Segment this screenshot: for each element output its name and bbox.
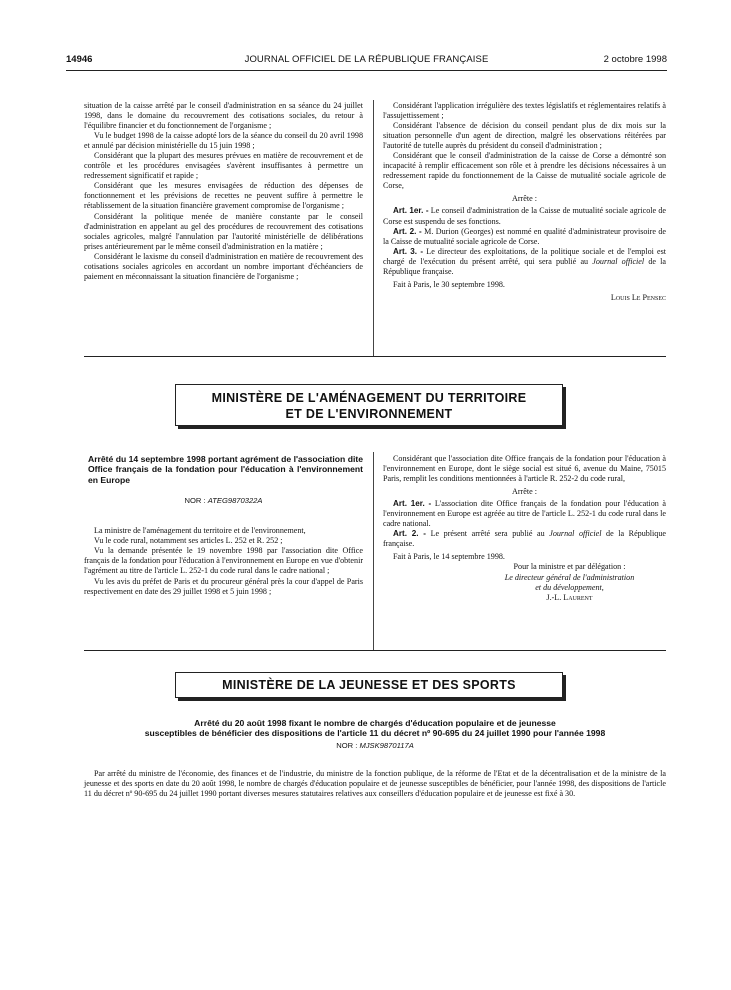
paragraph: Considérant l'application irrégulière des textes législatifs et réglementaires relatifs à l'assujettissement ;: [383, 101, 666, 121]
paragraph: Vu les avis du préfet de Paris et du procureur général près la cour d'appel de Paris respectivement en date des 29 juillet 1998 et 5 juin 1998 ;: [84, 576, 363, 596]
article-2: [383, 227, 666, 247]
section2-left-column: [84, 454, 363, 597]
paragraph: Considérant que l'association dite Office français de la fondation pour l'éducation à l'environnement en Europe, dont le siège social est situé 6, avenue du Maine, 75015 Paris, remplit les conditions mentionnées à l'article R. 252-2 du code rural,: [383, 454, 666, 484]
paragraph: Considérant l'absence de décision du conseil pendant plus de dix mois sur la situation personnelle d'un agent de direction, malgré les observations réitérées par l'autorité de tutelle auprès du président du conseil d'administration ;: [383, 121, 666, 151]
ministry-title-line1: MINISTÈRE DE LA JEUNESSE ET DES SPORTS: [222, 678, 516, 692]
signatory: J.-L. Laurent: [546, 592, 593, 602]
journal-reference: Journal officiel: [549, 529, 602, 539]
article-text: Le conseil d'administration de la Caisse de mutualité sociale agricole de Corse est suspendu de ses fonctions.: [383, 206, 666, 226]
paragraph: Vu la demande présentée le 19 novembre 1998 par l'association dite Office français de la fondation pour l'éducation à l'environnement en Europe en vue d'obtenir l'agrément au titre de l'article L. 252-1 du code rural dans le cadre national ;: [84, 546, 364, 576]
paragraph: Considérant la politique menée de manière constante par le conseil d'administration en appelant au gel des procédures de recouvrement des cotisations sociales agricoles, malgré l'annulation par l'autorité ministérielle de délibérations prises antérieurement par le même conseil d'administration en la matière ;: [84, 211, 363, 251]
delegation-line: Pour la ministre et par délégation :: [513, 562, 626, 572]
section-separator: [84, 650, 666, 651]
section-separator: [84, 356, 666, 357]
signed-at: Fait à Paris, le 14 septembre 1998.: [393, 552, 505, 562]
nor-reference: [84, 741, 666, 751]
signatory-title: et du développement,: [535, 582, 604, 592]
article-label: Art. 1er. -: [393, 499, 432, 509]
paragraph: Considérant que le conseil d'administration de la caisse de Corse a démontré son incapacité à remplir efficacement son rôle et à prendre les décisions nécessaires à un redressement rapide du fonctionnement de la Caisse de mutualité sociale agricole de Corse,: [383, 151, 666, 191]
page-header: [66, 54, 667, 68]
paragraph: situation de la caisse arrêté par le conseil d'administration en sa séance du 24 juillet 1998, dans le domaine du recouvrement des cotisations sociales, du retour à l'équilibre financier et du fonctionnement de l'organisme ;: [84, 101, 363, 131]
paragraph: Considérant le laxisme du conseil d'administration en matière de recouvrement des cotisations sociales agricoles en accordant un nombre important d'échéanciers de paiement en méconnaissant la situation financière de l'organisme ;: [84, 251, 363, 281]
column-divider: [373, 100, 374, 356]
paragraph: Considérant que la plupart des mesures prévues en matière de recouvrement et de contrôle et les procédures envisagées s'avèrent insuffisantes à permettre un redressement significatif et rapide ;: [84, 151, 363, 181]
page-number: 14946: [66, 54, 93, 65]
article-3: [383, 247, 666, 277]
decree-title-line2: susceptibles de bénéficier des dispositions de l'article 11 du décret nº 90-695 du 24 juillet 1990 pour l'année 1998: [144, 728, 606, 739]
nor-reference: [84, 496, 363, 506]
article-label: Art. 3. -: [393, 246, 424, 256]
signed-at: Fait à Paris, le 30 septembre 1998.: [393, 279, 505, 289]
article-2: [383, 529, 666, 549]
section3-content: [84, 718, 666, 799]
arrete-heading: Arrête :: [512, 194, 537, 204]
section1-left-column: [84, 101, 363, 282]
nor-label: NOR :: [184, 496, 208, 506]
section2-right-column: [383, 454, 666, 603]
signatory-title: Le directeur général de l'administration: [504, 572, 635, 582]
decree-title-line1: Arrêté du 20 août 1998 fixant le nombre de chargés d'éducation populaire et de jeunesse: [194, 718, 556, 728]
ministry-heading-box: [175, 672, 563, 698]
journal-reference: Journal officiel: [592, 256, 645, 266]
article-text: L'association dite Office français de la fondation pour l'éducation à l'environnement en Europe est agréée au titre de l'article L. 252-1 du code rural dans le cadre national.: [383, 499, 666, 529]
article-1: [383, 206, 666, 226]
ministry-title-line2: ET DE L'ENVIRONNEMENT: [285, 407, 453, 421]
arrete-heading: Arrête :: [512, 487, 537, 497]
journal-title: JOURNAL OFFICIEL DE LA RÉPUBLIQUE FRANÇAISE: [244, 54, 489, 65]
nor-code: MJSK9870117A: [359, 740, 414, 750]
article-text: M. Durion (Georges) est nommé en qualité d'administrateur provisoire de la Caisse de mutualité sociale agricole de Corse.: [383, 226, 667, 246]
paragraph: Vu le code rural, notamment ses articles L. 252 et R. 252 ;: [94, 536, 283, 546]
article-label: Art. 1er. -: [393, 206, 429, 216]
paragraph: Vu le budget 1998 de la caisse adopté lors de la séance du conseil du 20 avril 1998 et annulé par décision ministérielle du 15 juin 1998 ;: [84, 131, 363, 151]
nor-label: NOR :: [336, 740, 360, 750]
ministry-title-line1: MINISTÈRE DE L'AMÉNAGEMENT DU TERRITOIRE: [211, 391, 527, 405]
issue-date: 2 octobre 1998: [603, 54, 667, 65]
article-text: de la République française.: [383, 256, 666, 276]
paragraph: Considérant que les mesures envisagées de réduction des dépenses de fonctionnement et les prévisions de recettes ne peuvent suffire à permettre le rétablissement de la situation financière gravement compromise de l'organisme ;: [84, 181, 363, 211]
nor-code: ATEG9870322A: [207, 496, 263, 506]
paragraph: Par arrêté du ministre de l'économie, des finances et de l'industrie, du ministre de la fonction publique, de la réforme de l'Etat et de la décentralisation et de la ministre de la jeunesse et des sports en date du 20 août 1998, le nombre de chargés d'éducation populaire et de jeunesse susceptibles de bénéficier, pour l'année 1998, des dispositions de l'article 11 du décret nº 90-695 du 24 juillet 1990 portant diverses mesures statutaires relatives aux conseillers d'éducation populaire et de jeunesse est fixé à 30.: [84, 768, 666, 798]
column-divider: [373, 452, 374, 650]
article-text: de la République française.: [383, 529, 666, 549]
article-text: Le directeur des exploitations, de la politique sociale et de l'emploi est chargé de l'exécution du présent arrêté, qui sera publié au: [383, 246, 667, 266]
paragraph: La ministre de l'aménagement du territoire et de l'environnement,: [94, 526, 306, 536]
article-label: Art. 2. -: [393, 226, 422, 236]
header-rule: [66, 70, 667, 71]
ministry-heading-box: [175, 384, 563, 426]
article-label: Art. 2. -: [393, 529, 426, 539]
section1-right-column: [383, 101, 666, 303]
article-text: Le présent arrêté sera publié au: [430, 529, 550, 539]
article-1: [383, 499, 666, 529]
signatory: Louis Le Pensec: [610, 292, 666, 302]
decree-title: Arrêté du 14 septembre 1998 portant agrément de l'association dite Office français de la fondation pour l'éducation à l'environnement en Europe: [88, 454, 363, 485]
